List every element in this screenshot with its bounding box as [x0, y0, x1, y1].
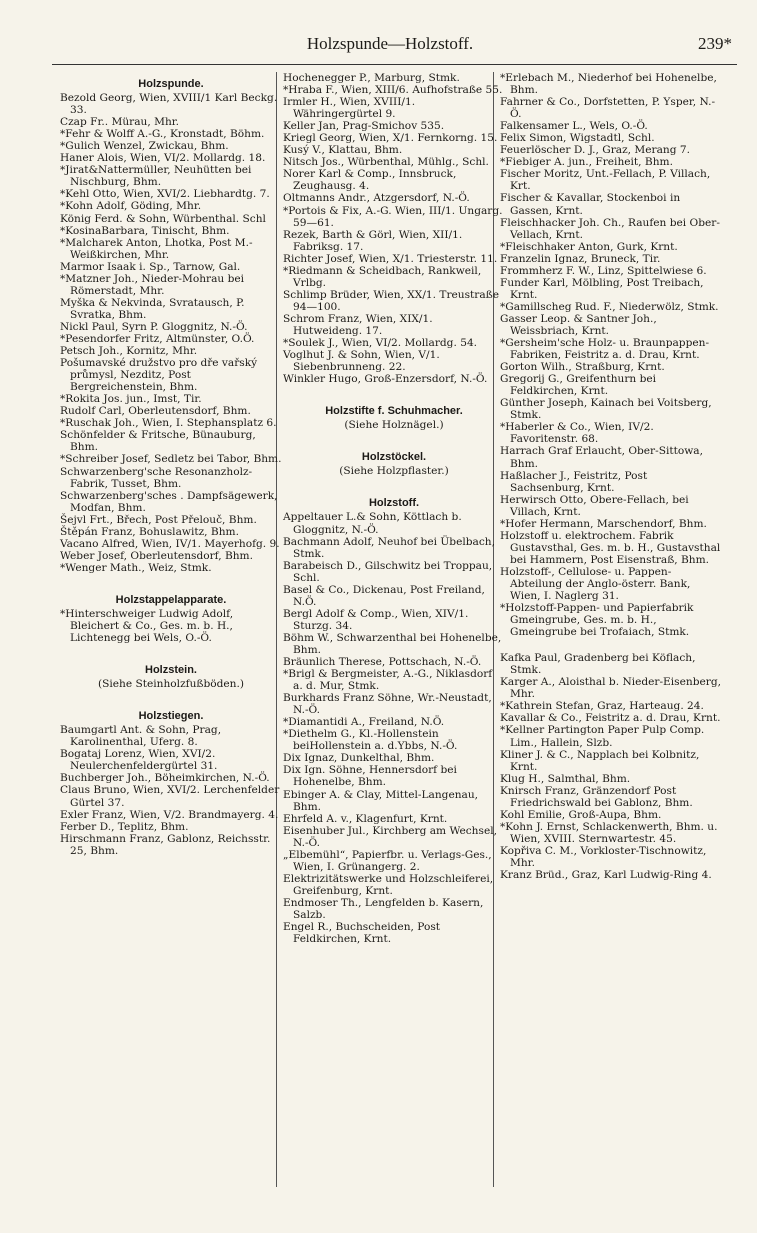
- directory-entry: Marmor Isaak i. Sp., Tarnow, Gal.: [60, 260, 241, 273]
- directory-entry: Bezold Georg, Wien, XVIII/1 Karl Beckg. 33.: [60, 92, 278, 117]
- directory-entry: *Erlebach M., Niederhof bei Hohenelbe, Bhm.: [500, 72, 717, 97]
- section-heading: Holzspunde.: [138, 78, 204, 90]
- directory-entry: Gorton Wilh., Straßburg, Krnt.: [500, 361, 665, 374]
- directory-entry: Voglhut J. & Sohn, Wien, V/1. Siebenbrunneng. 22.: [283, 349, 440, 374]
- directory-entry: Nickl Paul, Syrn P. Gloggnitz, N.-Ö.: [60, 320, 248, 333]
- directory-entry: Harrach Graf Erlaucht, Ober-Sittowa, Bhm.: [500, 445, 703, 470]
- directory-entry: Barabeisch D., Gilschwitz bei Troppau, Schl.: [283, 559, 493, 584]
- directory-entry: Basel & Co., Dickenau, Post Freiland, N.Ö.: [283, 583, 485, 608]
- directory-entry: *Matzner Joh., Nieder-Mohrau bei Römerstadt, Mhr.: [60, 272, 245, 297]
- directory-entry: Knirsch Franz, Gränzendorf Post Friedrichswald bei Gablonz, Bhm.: [500, 784, 693, 809]
- directory-entry: *Fehr & Wolff A.-G., Kronstadt, Böhm.: [60, 128, 265, 141]
- directory-entry: *Diethelm G., Kl.-Hollenstein beiHollenstein a. d.Ybbs, N.-Ö.: [283, 728, 458, 753]
- section-gap: [283, 477, 505, 491]
- directory-entry: Schwarzenberg'sche Resonanzholz-Fabrik, Tusset, Bhm.: [60, 465, 253, 490]
- directory-entry: Claus Bruno, Wien, XVI/2. Lerchenfelder Gürtel 37.: [60, 784, 280, 809]
- directory-entry: Funder Karl, Mölbling, Post Treibach, Krnt.: [500, 276, 704, 301]
- section-heading: Holzstiegen.: [138, 710, 204, 723]
- directory-entry: *Pesendorfer Fritz, Altmünster, O.Ö.: [60, 332, 255, 345]
- directory-entry: Oltmanns Andr., Atzgersdorf, N.-Ö.: [283, 192, 470, 205]
- directory-entry: *Kellner Partington Paper Pulp Comp. Lim., Hallein, Slzb.: [500, 724, 705, 749]
- directory-entry: Keller Jan, Prag-Smichov 535.: [283, 120, 445, 133]
- directory-entry: Bergl Adolf & Comp., Wien, XIV/1. Sturzg. 34.: [283, 607, 469, 632]
- directory-entry: *Hraba F., Wien, XIII/6. Aufhofstraße 55.: [283, 84, 503, 97]
- directory-entry: Haßlacher J., Feistritz, Post Sachsenburg, Krnt.: [500, 469, 648, 494]
- directory-entry: Herwirsch Otto, Obere-Fellach, bei Villach, Krnt.: [500, 493, 689, 518]
- running-title: Holzspunde—Holzstoff.: [306, 34, 474, 53]
- section-gap: [60, 644, 282, 658]
- directory-entry: *Holzstoff-Pappen- und Papierfabrik Gmeingrube, Ges. m. b. H., Gmeingrube bei Trofaiach, Stmk.: [500, 602, 694, 639]
- directory-entry: Klug H., Salmthal, Bhm.: [500, 772, 631, 785]
- directory-entry: *Portois & Fix, A.-G. Wien, III/1. Ungarg. 59—61.: [283, 204, 503, 229]
- directory-entry: *Ruschak Joh., Wien, I. Stephansplatz 6.: [60, 417, 277, 430]
- directory-entry: Fischer Moritz, Unt.-Fellach, P. Villach, Krt.: [500, 168, 711, 193]
- directory-entry: *Riedmann & Scheidbach, Rankweil, Vrlbg.: [283, 264, 482, 289]
- directory-entry: Haner Alois, Wien, VI/2. Mollardg. 18.: [60, 152, 266, 165]
- directory-entry: Rudolf Carl, Oberleutensdorf, Bhm.: [60, 405, 251, 418]
- directory-entry: Norer Karl & Comp., Innsbruck, Zeughausg. 4.: [283, 168, 457, 193]
- directory-entry: Holzstoff u. elektrochem. Fabrik Gustavsthal, Ges. m. b. H., Gustavsthal bei Hammern, Post Eisenstraß, Bhm.: [500, 529, 721, 566]
- column-1: [60, 72, 282, 857]
- directory-entry: Ehrfeld A. v., Klagenfurt, Krnt.: [283, 812, 448, 825]
- directory-entry: „Elbemühl“, Papierfbr. u. Verlags-Ges., Wien, I. Grünangerg. 2.: [283, 848, 492, 873]
- directory-entry: Nitsch Jos., Würbenthal, Mühlg., Schl.: [283, 156, 489, 169]
- page-number: 239*: [698, 34, 732, 53]
- directory-entry: Štěpán Franz, Bohuslawitz, Bhm.: [60, 525, 239, 538]
- directory-entry: *Fiebiger A. jun., Freiheit, Bhm.: [500, 156, 673, 169]
- directory-entry: Fahrner & Co., Dorfstetten, P. Ysper, N.-Ö.: [500, 96, 716, 121]
- directory-entry: Falkensamer L., Wels, O.-Ö.: [500, 120, 648, 133]
- directory-entry: Günther Joseph, Kainach bei Voitsberg, Stmk.: [500, 397, 712, 422]
- directory-entry: Baumgartl Ant. & Sohn, Prag, Karolinenthal, Uferg. 8.: [60, 724, 222, 749]
- section-gap: [60, 574, 282, 588]
- directory-entry: *Fleischhaker Anton, Gurk, Krnt.: [500, 240, 678, 253]
- directory-entry: *Soulek J., Wien, VI/2. Mollardg. 54.: [283, 337, 478, 350]
- directory-entry: Eisenhuber Jul., Kirchberg am Wechsel, N.-Ö.: [283, 824, 497, 849]
- directory-entry: Fischer & Kavallar, Stockenboi in Gassen, Krnt.: [500, 192, 681, 217]
- column-2: [283, 72, 505, 945]
- directory-entry: Bachmann Adolf, Neuhof bei Übelbach, Stmk.: [283, 535, 495, 560]
- directory-entry: Bogataj Lorenz, Wien, XVI/2. Neulerchenfeldergürtel 31.: [60, 748, 218, 773]
- section-gap: [283, 385, 505, 399]
- directory-entry: Feuerlöscher D. J., Graz, Merang 7.: [500, 144, 690, 157]
- directory-entry: Rezek, Barth & Görl, Wien, XII/1. Fabriksg. 17.: [283, 228, 463, 253]
- cross-reference: (Siehe Holznägel.): [344, 419, 444, 432]
- section-heading: Holzstöckel.: [361, 451, 427, 464]
- directory-entry: Kopřiva C. M., Vorkloster-Tischnowitz, Mhr.: [500, 844, 707, 869]
- directory-entry: Czap Fr.. Mürau, Mhr.: [60, 116, 180, 129]
- directory-entry: Schwarzenberg'sches . Dampfsägewerk, Modfan, Bhm.: [60, 489, 278, 514]
- directory-entry: Weber Josef, Oberleutensdorf, Bhm.: [60, 549, 253, 562]
- directory-entry: Franzelin Ignaz, Bruneck, Tir.: [500, 252, 661, 265]
- directory-entry: *Haberler & Co., Wien, IV/2. Favoritenstr. 68.: [500, 421, 654, 446]
- section-heading: Holzstein.: [145, 664, 197, 677]
- section-heading: Holzstifte f. Schuhmacher.: [325, 405, 463, 418]
- directory-entry: König Ferd. & Sohn, Würbenthal. Schl: [60, 212, 266, 225]
- directory-entry: Exler Franz, Wien, V/2. Brandmayerg. 4.: [60, 808, 279, 821]
- directory-entry: Gregorij G., Greifenthurn bei Feldkirchen, Krnt.: [500, 373, 657, 398]
- directory-entry: Kliner J. & C., Napplach bei Kolbnitz, Krnt.: [500, 748, 700, 773]
- directory-entry: *Gulich Wenzel, Zwickau, Bhm.: [60, 140, 229, 153]
- directory-entry: Holzstoff-, Cellulose- u. Pappen-Abteilung der Anglo-österr. Bank, Wien, I. Naglerg 31.: [500, 565, 691, 603]
- directory-entry: Dix Ignaz, Dunkelthal, Bhm.: [283, 752, 435, 765]
- directory-entry: *Rokita Jos. jun., Imst, Tir.: [60, 393, 202, 406]
- directory-entry: Schlimp Brüder, Wien, XX/1. Treustraße 94—100.: [283, 288, 500, 313]
- directory-entry: *KosinaBarbara, Tinischt, Bhm.: [60, 224, 230, 237]
- directory-entry: Hirschmann Franz, Gablonz, Reichsstr. 25, Bhm.: [60, 832, 271, 857]
- directory-entry: Šejvl Frt., Břech, Post Přelouč, Bhm.: [60, 513, 257, 526]
- directory-entry: Richter Josef, Wien, X/1. Triesterstr. 11.: [283, 252, 498, 265]
- column-3: [500, 72, 722, 881]
- directory-entry: Kohl Emilie, Groß-Aupa, Bhm.: [500, 808, 662, 821]
- directory-entry: Bräunlich Therese, Pottschach, N.-Ö.: [283, 656, 482, 669]
- directory-entry: *Kathrein Stefan, Graz, Harteaug. 24.: [500, 700, 704, 713]
- directory-entry: Gasser Leop. & Santner Joh., Weissbriach, Krnt.: [500, 312, 657, 337]
- cross-reference: (Siehe Holzpflaster.): [339, 465, 449, 478]
- directory-entry: Appeltauer L.& Sohn, Köttlach b. Gloggnitz, N.-Ö.: [283, 511, 462, 536]
- directory-entry: Hochenegger P., Marburg, Stmk.: [283, 72, 460, 84]
- directory-entry: *Kohn Adolf, Göding, Mhr.: [60, 200, 202, 213]
- directory-entry: Karger A., Aloisthal b. Nieder-Eisenberg, Mhr.: [500, 676, 721, 701]
- directory-entry: Schrom Franz, Wien, XIX/1. Hutweideng. 17.: [283, 312, 433, 337]
- directory-entry: Böhm W., Schwarzenthal bei Hohenelbe, Bhm.: [283, 631, 502, 656]
- directory-entry: *Gersheim'sche Holz- u. Braunpappen-Fabriken, Feistritz a. d. Drau, Krnt.: [500, 337, 710, 362]
- directory-entry: Frommherz F. W., Linz, Spittelwiese 6.: [500, 264, 707, 277]
- directory-entry: *Hofer Hermann, Marschendorf, Bhm.: [500, 517, 707, 530]
- directory-entry: Petsch Joh., Kornitz, Mhr.: [60, 345, 198, 358]
- directory-entry: Felix Simon, Wigstadtl, Schl.: [500, 132, 655, 145]
- section-heading: Holzstoff.: [368, 497, 420, 510]
- directory-entry: Buchberger Joh., Böheimkirchen, N.-Ö.: [60, 772, 270, 785]
- directory-entry: *Gamillscheg Rud. F., Niederwölz, Stmk.: [500, 300, 719, 313]
- directory-entry: *Malcharek Anton, Lhotka, Post M.-Weißkirchen, Mhr.: [60, 236, 253, 261]
- directory-entry: Schönfelder & Fritsche, Bünauburg, Bhm.: [60, 429, 256, 454]
- directory-entry: Kranz Brüd., Graz, Karl Ludwig-Ring 4.: [500, 869, 712, 882]
- directory-entry: *Hinterschweiger Ludwig Adolf, Bleichert & Co., Ges. m. b. H., Lichtenegg bei Wels, O.-Ö.: [60, 607, 234, 645]
- directory-entry: Vacano Alfred, Wien, IV/1. Mayerhofg. 9.: [60, 537, 280, 550]
- directory-entry: *Kohn J. Ernst, Schlackenwerth, Bhm. u. Wien, XVIII. Sternwartestr. 45.: [500, 820, 718, 845]
- directory-entry: *Wenger Math., Weiz, Stmk.: [60, 561, 212, 574]
- directory-entry: Kriegl Georg, Wien, X/1. Fernkorng. 15.: [283, 132, 498, 145]
- directory-entry: Myška & Nekvinda, Svratausch, P. Svratka, Bhm.: [60, 296, 245, 321]
- directory-entry: Burkhards Franz Söhne, Wr.-Neustadt, N.-Ö.: [283, 692, 492, 717]
- directory-entry: *Diamantidi A., Freiland, N.Ö.: [283, 716, 445, 729]
- directory-entry: *Schreiber Josef, Sedletz bei Tabor, Bhm.: [60, 453, 282, 466]
- section-gap: [60, 690, 282, 704]
- directory-entry: Kusý V., Klattau, Bhm.: [283, 144, 403, 157]
- directory-entry: Kavallar & Co., Feistritz a. d. Drau, Krnt.: [500, 712, 721, 725]
- section-gap: [283, 431, 505, 445]
- directory-entry: Pošumavské družstvo pro dře vařský průmysl, Nezditz, Post Bergreichenstein, Bhm.: [60, 357, 258, 394]
- directory-entry: Irmler H., Wien, XVIII/1. Währingergürtel 9.: [283, 96, 416, 121]
- section-heading: Holzstappelapparate.: [115, 593, 227, 606]
- directory-entry: *Brigl & Bergmeister, A.-G., Niklasdorf a. d. Mur, Stmk.: [283, 668, 493, 693]
- directory-entry: Winkler Hugo, Groß-Enzersdorf, N.-Ö.: [283, 373, 488, 386]
- page-header: [40, 34, 740, 60]
- directory-entry: *Kehl Otto, Wien, XVI/2. Liebhardtg. 7.: [60, 188, 270, 201]
- header-rule: [52, 64, 737, 65]
- directory-entry: Ferber D., Teplitz, Bhm.: [60, 820, 189, 833]
- directory-entry: Ebinger A. & Clay, Mittel-Langenau, Bhm.: [283, 788, 479, 813]
- directory-entry: Fleischhacker Joh. Ch., Raufen bei Ober-Vellach, Krnt.: [500, 216, 720, 241]
- directory-entry: Dix Ign. Söhne, Hennersdorf bei Hohenelbe, Bhm.: [283, 764, 457, 789]
- section-gap: [500, 638, 722, 652]
- directory-entry: Endmoser Th., Lengfelden b. Kasern, Salzb.: [283, 896, 484, 921]
- directory-entry: *Jirat&Nattermüller, Neuhütten bei Nischburg, Bhm.: [60, 164, 252, 189]
- cross-reference: (Siehe Steinholzfußböden.): [97, 678, 245, 691]
- directory-entry: Engel R., Buchscheiden, Post Feldkirchen, Krnt.: [283, 921, 441, 946]
- directory-entry: Kafka Paul, Gradenberg bei Köflach, Stmk.: [500, 652, 696, 677]
- directory-entry: Elektrizitätswerke und Holzschleiferei, Greifenburg, Krnt.: [283, 872, 494, 897]
